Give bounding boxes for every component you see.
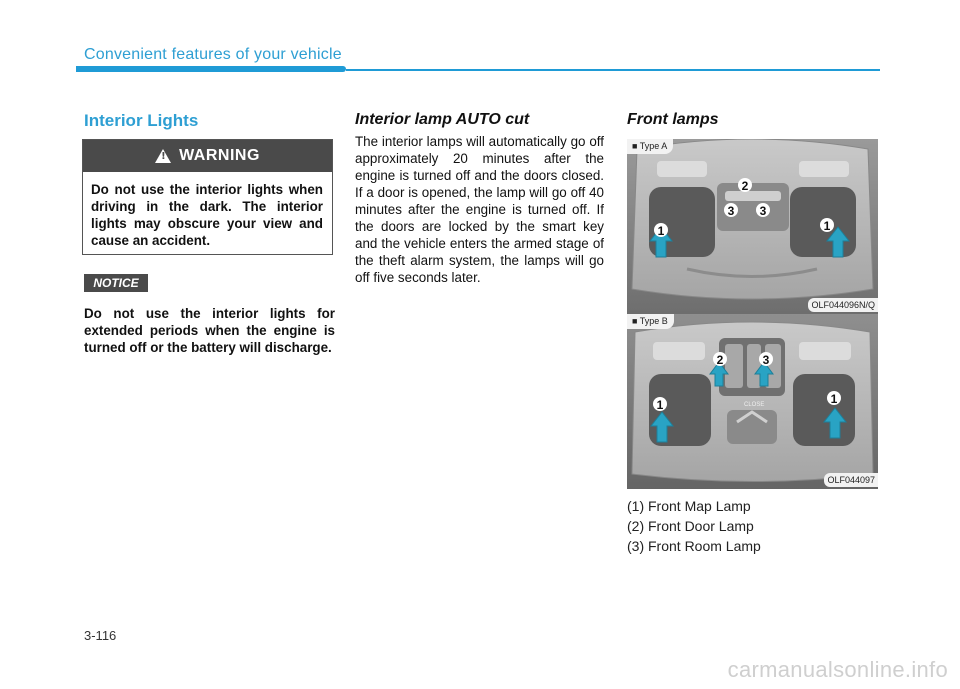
callout-3: 3 (759, 204, 767, 218)
section-title: Convenient features of your vehicle (84, 46, 342, 63)
header-rule (346, 69, 880, 71)
notice-label: NOTICE (84, 274, 148, 292)
callout-2: 2 (741, 179, 749, 193)
watermark: carmanualsonline.info (727, 657, 948, 682)
warning-box (82, 139, 333, 255)
interior-lights-heading: Interior Lights (84, 111, 199, 130)
callout-2: 2 (716, 353, 724, 367)
callout-3: 3 (727, 204, 735, 218)
overhead-console-type-a-image (627, 139, 878, 314)
figure-b-code: OLF044097 (824, 473, 878, 487)
front-lamps-heading: Front lamps (627, 111, 719, 128)
auto-cut-heading: Interior lamp AUTO cut (355, 111, 530, 128)
header-bar (76, 66, 346, 72)
warning-title: WARNING (179, 147, 260, 164)
overhead-console-type-b-image (627, 314, 878, 489)
legend-item-map-lamp: (1) Front Map Lamp (627, 498, 751, 514)
callout-1: 1 (823, 219, 831, 233)
legend-item-room-lamp: (3) Front Room Lamp (627, 538, 761, 554)
type-a-label: ■ Type A (627, 139, 673, 154)
warning-triangle-icon (155, 149, 171, 163)
warning-header (83, 140, 332, 172)
lamp-legend (627, 496, 761, 556)
callout-1: 1 (657, 224, 665, 238)
figure-type-b (627, 314, 878, 489)
notice-text: Do not use the interior lights for extended periods when the engine is turned off or the battery will discharge. (84, 306, 335, 355)
page-number: 3-116 (84, 628, 117, 643)
auto-cut-body: The interior lamps will automatically go off approximately 20 minutes after the engine is turned off and the doors closed. If a door is opened, the lamp will go off 40 minutes after the engine is turned off. If the doors are locked by the smart key and the vehicle enters the armed stage of the theft alarm system, the lamps will go off five seconds later. (355, 134, 604, 285)
legend-item-door-lamp: (2) Front Door Lamp (627, 518, 754, 534)
callout-3: 3 (762, 353, 770, 367)
figure-type-a (627, 139, 878, 314)
warning-text: Do not use the interior lights when driving in the dark. The interior lights may obscure your view and cause an accident. (91, 182, 323, 248)
callout-1: 1 (656, 398, 664, 412)
figure-a-code: OLF044096N/Q (808, 298, 878, 312)
switch-label: CLOSE (744, 402, 765, 408)
callout-1: 1 (830, 392, 838, 406)
type-b-label: ■ Type B (627, 314, 674, 329)
